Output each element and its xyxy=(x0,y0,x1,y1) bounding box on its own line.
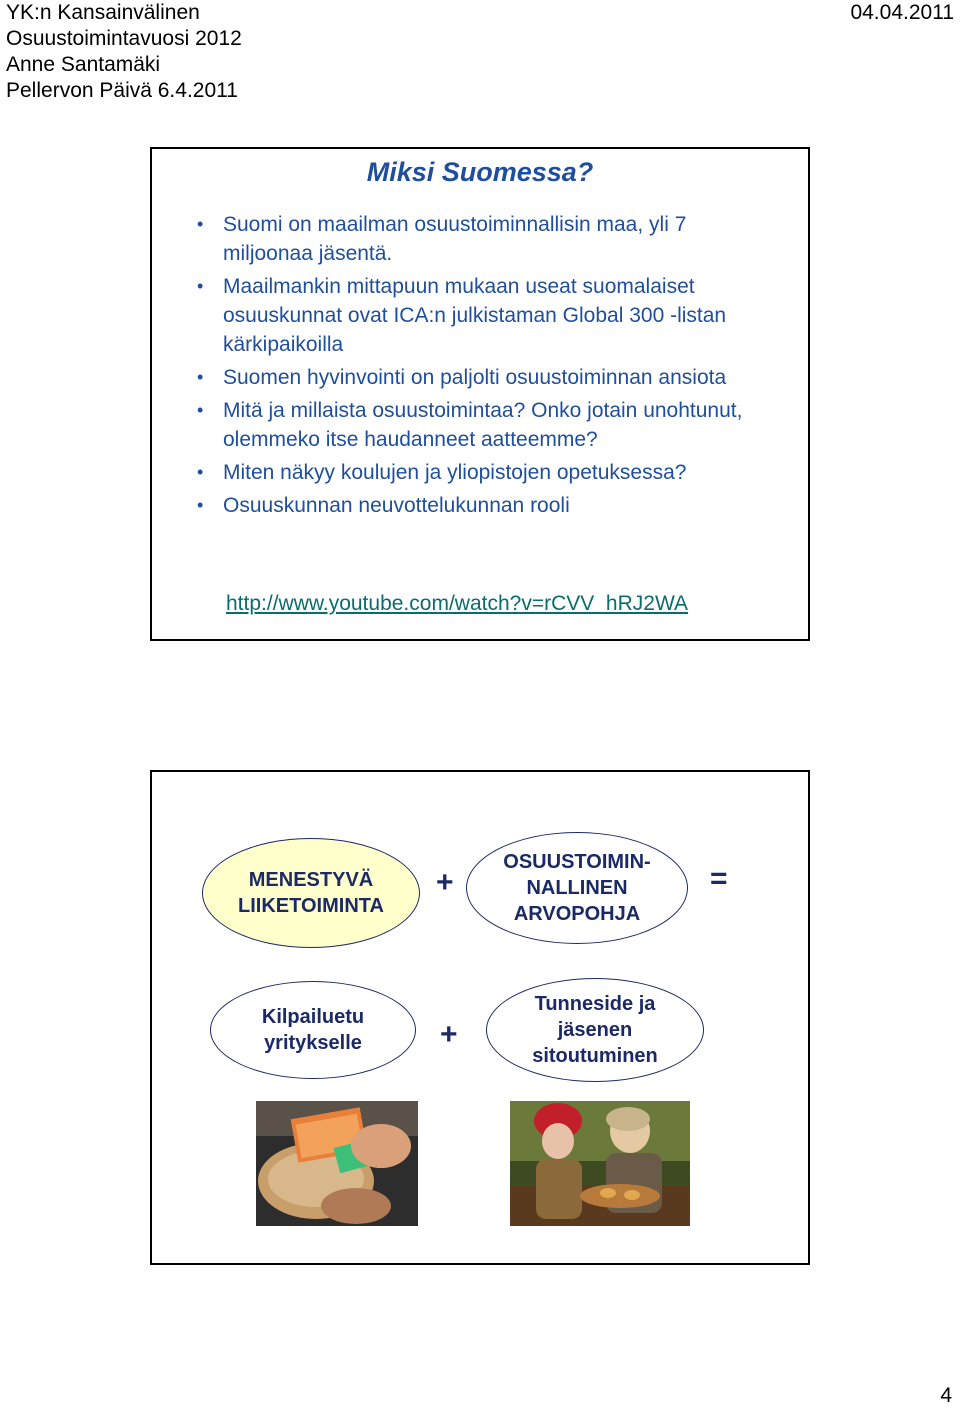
money-illustration-icon xyxy=(256,1101,418,1226)
bullet-item: • Mitä ja millaista osuustoimintaa? Onko jotain unohtunut, olemmeko itse haudanneet aatteemme? xyxy=(195,396,775,454)
bullet-icon: • xyxy=(197,214,204,234)
header-line-2: Osuustoimintavuosi 2012 xyxy=(6,27,242,50)
header-date: 04.04.2011 xyxy=(850,1,954,24)
equals-sign: = xyxy=(710,862,728,895)
bullet-item: • Suomen hyvinvointi on paljolti osuustoiminnan ansiota xyxy=(195,363,775,392)
bullet-item: • Maailmankin mittapuun mukaan useat suomalaiset osuuskunnat ovat ICA:n julkistaman Global 300 -listan kärkipaikoilla xyxy=(195,272,775,359)
forest-illustration-icon xyxy=(510,1101,690,1226)
arvopohja-ellipse xyxy=(466,832,688,944)
bullet-icon: • xyxy=(197,400,204,420)
ellipse-label: OSUUSTOIMIN-NALLINEN ARVOPOHJA xyxy=(503,851,651,925)
money-handover-photo xyxy=(256,1101,418,1226)
ellipse-label: Kilpailuetu yritykselle xyxy=(261,1006,365,1054)
ellipse-label: Tunneside ja jäsenen sitoutuminen xyxy=(532,993,658,1067)
menestyva-liiketoiminta-ellipse xyxy=(202,838,420,948)
document-header xyxy=(6,0,242,104)
slide-1-title: Miksi Suomessa? xyxy=(366,157,594,187)
bullet-icon: • xyxy=(197,462,204,482)
kilpailuetu-ellipse xyxy=(210,981,416,1079)
tunneside-ellipse xyxy=(486,978,704,1082)
youtube-link[interactable]: http://www.youtube.com/watch?v=rCVV_hRJ2WA xyxy=(226,592,688,615)
bullet-icon: • xyxy=(197,276,204,296)
bullet-icon: • xyxy=(197,495,204,515)
ellipse-label: MENESTYVÄ LIIKETOIMINTA xyxy=(238,869,384,917)
header-line-3: Anne Santamäki xyxy=(6,53,161,76)
header-line-1: YK:n Kansainvälinen xyxy=(6,1,200,24)
header-line-4: Pellervon Päivä 6.4.2011 xyxy=(6,79,238,102)
mushroom-picking-photo xyxy=(510,1101,690,1226)
slide-1-bullet-list xyxy=(195,210,775,524)
page-number: 4 xyxy=(940,1384,952,1407)
bullet-item: • Miten näkyy koulujen ja yliopistojen opetuksessa? xyxy=(195,458,775,487)
plus-sign: + xyxy=(440,1018,458,1051)
plus-sign: + xyxy=(436,866,454,899)
bullet-item: • Osuuskunnan neuvottelukunnan rooli xyxy=(195,491,775,520)
bullet-item: • Suomi on maailman osuustoiminnallisin maa, yli 7 miljoonaa jäsentä. xyxy=(195,210,775,268)
bullet-icon: • xyxy=(197,367,204,387)
